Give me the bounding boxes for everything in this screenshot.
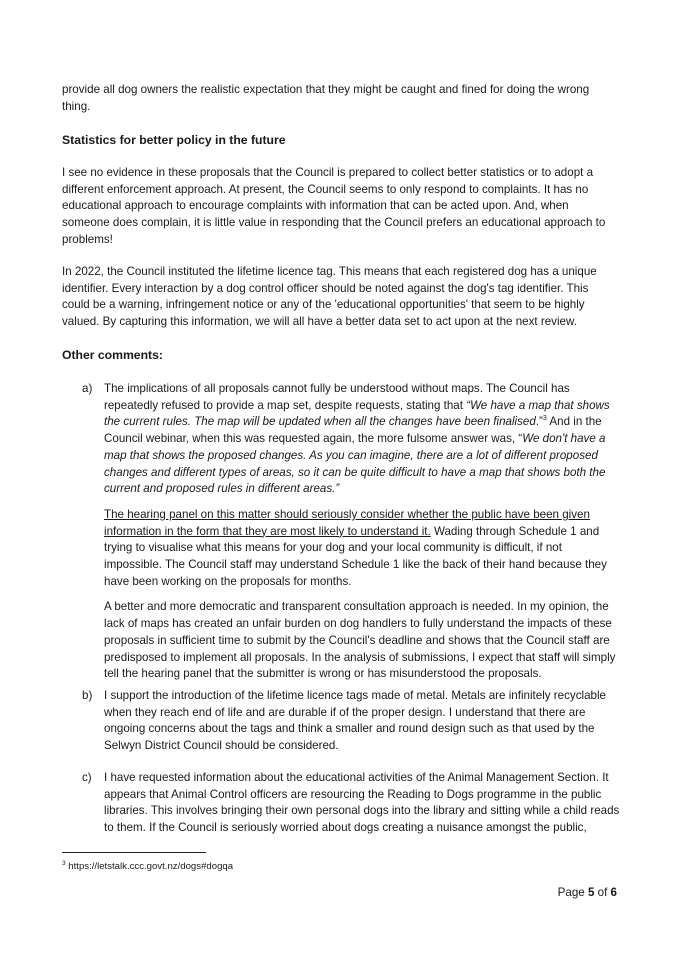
item-b-text: I support the introduction of the lifetime licence tags made of metal. Metals are infinitely recyclable when they reach end of life and are durable if of the proper design. I understand that there are ongoing concerns about the tags and think a smaller and round design such as that used by the Selwyn District Council should be considered. [104, 689, 607, 753]
footnote [62, 860, 233, 873]
item-a-quote-1: “We have a map that shows the current rules. The map will be updated when all the changes have been finalised [104, 398, 610, 429]
intro-paragraph [62, 82, 618, 115]
item-c-text: I have requested information about the educational activities of the Animal Management Section. It appears that Animal Control officers are resourcing the Reading to Dogs programme in the public libraries. This involves bringing their own personal dogs into the library and sitting while a child reads to them. If the Council is seriously worried about dogs creating a nuisance amongst the public, [104, 771, 620, 835]
list-body-a [104, 381, 620, 683]
item-a-text-2: And in the Council webinar, when this was requested again, the more fulsome answer was, “ [104, 415, 602, 446]
list-marker-c: c) [82, 771, 92, 784]
statistics-paragraph-2 [62, 264, 618, 331]
list-marker-a: a) [82, 382, 93, 395]
page-number-current: 5 [587, 886, 595, 899]
item-a-underlined-text: The hearing panel on this matter should seriously consider whether the public have been given information in the form that they are most likely to understand it. [104, 507, 590, 538]
item-a-paragraph-1 [104, 381, 620, 498]
item-a-text-1: The implications of all proposals cannot fully be understood without maps. The Council has repeatedly refused to provide a map set, despite requests, stating that [104, 382, 570, 412]
page-number [558, 885, 617, 901]
footnote-number: 3 [62, 860, 66, 867]
statistics-paragraph-1 [62, 165, 618, 249]
page-number-middle: of [594, 886, 611, 899]
item-a-quote-1-end: .” [535, 415, 543, 429]
item-a-paragraph-2-rest: Wading through Schedule 1 and trying to visualise what this means for your dog and your local community is difficult, if not impossible. The Council staff may understand Schedule 1 like the back of their hand because they have been working on the proposals for months. [104, 524, 607, 588]
item-a-paragraph-3: A better and more democratic and transparent consultation approach is needed. In my opinion, the lack of maps has created an unfair burden on dog handlers to fully understand the impacts of these proposals in sufficient time to submit by the Council's deadline and shows that the Council staff are predisposed to implement all proposals. In the analysis of submissions, I expect that staff will simply tell the hearing panel that the submitter is wrong or has misunderstood the proposals. [104, 600, 616, 681]
item-a-quote-2: We don't have a map that shows the proposed changes. As you can imagine, there are a lot of different proposed changes and different types of areas, so it can be quite difficult to have a map that shows both the current and proposed rules in different areas. [104, 432, 606, 496]
footnote-reference[interactable]: 3 [542, 415, 547, 423]
list-body-c [104, 770, 620, 837]
item-a-quote-2-end: ” [335, 482, 340, 496]
page-number-total: 6 [610, 886, 617, 899]
list-marker-b: b) [82, 689, 93, 702]
statistics-paragraph-2-text: In 2022, the Council instituted the lifetime licence tag. This means that each registered dog has a unique identifier. Every interaction by a dog control officer should be noted against the dog's tag identifier. This could be a warning, infringement notice or any of the 'educational opportunities' that seem to be highly valued. By capturing this information, we will all have a better data set to act upon at the next review. [62, 265, 597, 329]
section-heading-statistics: Statistics for better policy in the future [62, 133, 286, 147]
intro-text: provide all dog owners the realistic expectation that they might be caught and fined for doing the wrong thing. [62, 83, 590, 113]
section-heading-other: Other comments: [62, 348, 163, 362]
statistics-paragraph-1-text: I see no evidence in these proposals that the Council is prepared to collect better statistics or to adopt a different enforcement approach. At present, the Council seems to only respond to complaints. It has no educational approach to encourage complaints with information that can be acted upon. And, when someone does complain, it is little value in responding that the Council prefers an educational approach to problems! [62, 166, 606, 246]
footnote-link[interactable]: https://letstalk.ccc.govt.nz/dogs#dogqa [65, 861, 234, 872]
footnote-divider [62, 852, 206, 853]
list-body-b [104, 688, 620, 755]
page-number-prefix: Page [557, 886, 588, 899]
item-a-paragraph-2 [104, 507, 620, 591]
